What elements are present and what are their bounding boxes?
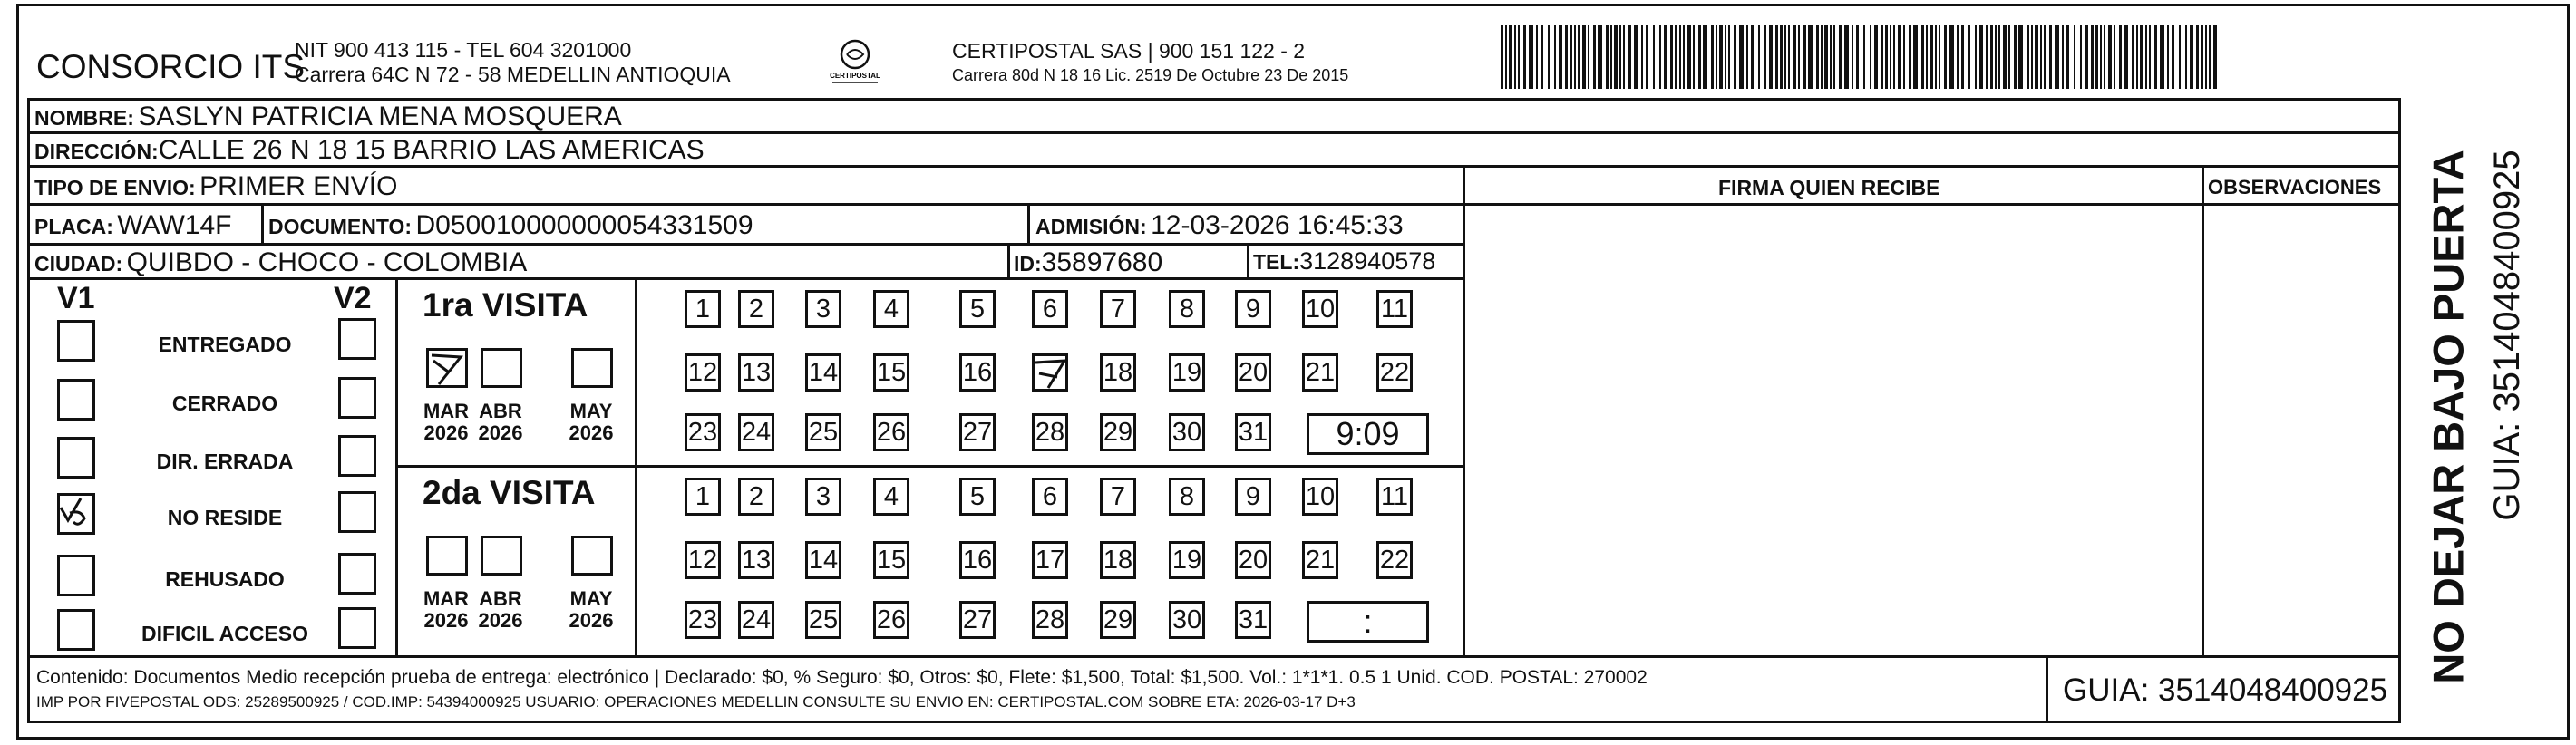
barcode-bar xyxy=(2055,25,2059,89)
barcode-bar xyxy=(1698,25,1701,89)
col-line-guia xyxy=(2046,655,2048,723)
v2-checkbox[interactable] xyxy=(338,553,376,595)
barcode-bar xyxy=(1998,25,2000,89)
barcode-bar xyxy=(1675,25,1677,89)
handwritten-strike-icon xyxy=(1032,353,1068,392)
barcode-bar xyxy=(1885,25,1888,89)
barcode-bar xyxy=(1751,25,1754,89)
tipo-value: PRIMER ENVÍO xyxy=(199,171,398,201)
barcode-bar xyxy=(1926,25,1928,89)
v2-checkbox[interactable] xyxy=(338,377,376,419)
barcode-bar xyxy=(1541,25,1543,89)
day-box[interactable] xyxy=(1032,353,1068,392)
nombre-value: SASLYN PATRICIA MENA MOSQUERA xyxy=(138,102,622,131)
barcode-bar xyxy=(1646,25,1648,89)
barcode-bar xyxy=(2140,25,2143,89)
barcode-bar xyxy=(1670,25,1673,89)
month-checkbox[interactable] xyxy=(481,536,522,576)
day-box[interactable]: 23 xyxy=(685,413,721,451)
tel-value: 3128940578 xyxy=(1299,247,1436,275)
barcode-bar xyxy=(1598,25,1602,89)
certipostal-logo xyxy=(827,36,883,91)
day-box[interactable]: 22 xyxy=(1376,541,1413,579)
day-box[interactable]: 1 xyxy=(685,290,721,328)
barcode-bar xyxy=(1623,25,1625,89)
barcode-bar xyxy=(1570,25,1572,89)
direccion-label: DIRECCIÓN: xyxy=(34,140,159,163)
id-row xyxy=(1014,249,1162,276)
handwritten-mark-icon xyxy=(426,348,468,388)
day-box[interactable]: 15 xyxy=(873,541,909,579)
barcode-bar xyxy=(2003,25,2007,89)
barcode-bar xyxy=(1821,25,1823,89)
barcode-bar xyxy=(2031,25,2033,89)
nombre-label: NOMBRE: xyxy=(34,106,134,130)
no-dejar-bajo-puerta: NO DEJAR BAJO PUERTA xyxy=(2424,150,2473,684)
barcode-bar xyxy=(2018,25,2023,89)
barcode-bar xyxy=(2035,25,2038,89)
day-box[interactable]: 15 xyxy=(873,353,909,392)
status-option-label: ENTREGADO xyxy=(158,333,292,356)
month-checkbox[interactable] xyxy=(426,536,468,576)
ciudad-value: QUIBDO - CHOCO - COLOMBIA xyxy=(126,247,528,277)
v1-label: V1 xyxy=(57,281,95,315)
day-box[interactable]: 18 xyxy=(1100,353,1136,392)
handwritten-check-icon xyxy=(57,493,95,535)
day-box[interactable]: 10 xyxy=(1302,290,1338,328)
barcode-bar xyxy=(1728,25,1730,89)
status-option-label: DIFICIL ACCESO xyxy=(141,622,308,645)
barcode-bar xyxy=(2027,25,2029,89)
certipostal-seal-icon xyxy=(827,36,883,91)
barcode-bar xyxy=(1961,25,1964,89)
visit-split-line xyxy=(395,465,1465,468)
barcode-bar xyxy=(2205,25,2207,89)
barcode-bar xyxy=(1986,25,1988,89)
barcode-bar xyxy=(2100,25,2102,89)
admision-value: 12-03-2026 16:45:33 xyxy=(1151,210,1404,240)
barcode-bar xyxy=(2091,25,2094,89)
day-box[interactable]: 22 xyxy=(1376,353,1413,392)
tel-row xyxy=(1253,249,1435,274)
barcode-bar xyxy=(1683,25,1685,89)
barcode-bar xyxy=(1693,25,1695,89)
barcode-bar xyxy=(1529,25,1533,89)
barcode-bar xyxy=(1808,25,1813,89)
month-label: MAY 2026 xyxy=(569,400,614,445)
barcode-bar xyxy=(1903,25,1905,89)
day-box[interactable]: 31 xyxy=(1235,601,1271,639)
placa-value: WAW14F xyxy=(117,210,232,240)
barcode-bar xyxy=(1653,25,1655,89)
barcode-bar xyxy=(1816,25,1819,89)
day-box[interactable]: 29 xyxy=(1100,601,1136,639)
tipo-label: TIPO DE ENVIO: xyxy=(34,176,196,199)
barcode-bar xyxy=(1523,25,1526,89)
barcode-bar xyxy=(1588,25,1589,89)
barcode-bar xyxy=(2062,25,2064,89)
barcode-bar xyxy=(2172,25,2174,89)
barcode-bar xyxy=(1619,25,1621,89)
barcode-bar xyxy=(1833,25,1835,89)
barcode-bar xyxy=(1870,25,1871,89)
barcode-bar xyxy=(2190,25,2193,89)
day-box[interactable]: 26 xyxy=(873,601,909,639)
month-label: ABR 2026 xyxy=(478,400,523,445)
day-box[interactable]: 24 xyxy=(738,413,774,451)
barcode-bar xyxy=(2167,25,2169,89)
barcode-bar xyxy=(1990,25,1993,89)
row-line-2 xyxy=(27,165,2401,168)
barcode-bar xyxy=(2136,25,2138,89)
col-line-admision xyxy=(1027,203,1030,243)
barcode-bar xyxy=(2209,25,2211,89)
barcode-bar xyxy=(1780,25,1783,89)
barcode-bar xyxy=(1725,25,1726,89)
barcode-bar xyxy=(2066,25,2069,89)
barcode-bar xyxy=(1769,25,1773,89)
tel-label: TEL: xyxy=(1253,250,1300,274)
barcode-bar xyxy=(2154,25,2157,89)
barcode-bar xyxy=(1578,25,1580,89)
day-box[interactable]: 20 xyxy=(1235,353,1271,392)
v1-checkbox[interactable] xyxy=(57,609,95,651)
status-option-label: REHUSADO xyxy=(165,567,285,591)
day-box[interactable]: 4 xyxy=(873,290,909,328)
barcode-bar xyxy=(2104,25,2105,89)
day-box[interactable]: 25 xyxy=(805,601,841,639)
firma-header: FIRMA QUIEN RECIBE xyxy=(1718,176,1940,199)
barcode-bar xyxy=(1746,25,1748,89)
barcode-bar xyxy=(1606,25,1609,89)
day-box[interactable]: 6 xyxy=(1032,290,1068,328)
barcode-bar xyxy=(1856,25,1859,89)
day-box[interactable]: 1 xyxy=(685,478,721,516)
barcode-bar xyxy=(1501,25,1503,89)
obs-header-line xyxy=(1463,203,2401,206)
barcode-bar xyxy=(1968,25,1970,89)
status-option-label: DIR. ERRADA xyxy=(156,450,294,473)
barcode-bar xyxy=(1574,25,1576,89)
barcode-bar xyxy=(1803,25,1806,89)
day-box[interactable]: 4 xyxy=(873,478,909,516)
day-box[interactable]: 9 xyxy=(1235,290,1271,328)
barcode-bar xyxy=(2108,25,2112,89)
barcode-bar xyxy=(2080,25,2082,89)
day-box[interactable]: 17 xyxy=(1032,541,1068,579)
documento-value: D050010000000054331509 xyxy=(415,210,753,240)
barcode-bar xyxy=(2008,25,2010,89)
footer-contenido: Contenido: Documentos Medio recepción prueba de entrega: electrónico | Declarado: $0, % Seguro: $0, Otros: $0, Flete: $1,500, Total: $1,500. Vol.: 1*1*1. 0.5 1 Unid. COD. POSTAL: 270002 xyxy=(36,667,1648,688)
ciudad-label: CIUDAD: xyxy=(34,252,123,276)
footer-impresion: IMP POR FIVEPOSTAL ODS: 25289500925 / COD.IMP: 54394000925 USUARIO: OPERACIONES MEDELLIN CONSULTE SU ENVIO EN: CERTIPOSTAL.COM SOBRE ETA: 2026-03-17 D+3 xyxy=(36,693,1356,711)
day-box[interactable]: 11 xyxy=(1376,290,1413,328)
documento-row xyxy=(268,212,753,239)
day-box[interactable]: 19 xyxy=(1169,353,1205,392)
day-box[interactable]: 14 xyxy=(805,353,841,392)
documento-label: DOCUMENTO: xyxy=(268,215,413,238)
col-line-id xyxy=(1007,243,1010,277)
day-box[interactable]: 18 xyxy=(1100,541,1136,579)
barcode-bar xyxy=(2179,25,2181,89)
barcode-bar xyxy=(1703,25,1707,89)
day-box[interactable]: 21 xyxy=(1302,541,1338,579)
row-line-4 xyxy=(27,243,1465,246)
v1-checkbox[interactable] xyxy=(57,320,95,362)
placa-row xyxy=(34,212,231,239)
day-box[interactable]: 3 xyxy=(805,478,841,516)
barcode-bar xyxy=(1949,25,1954,89)
barcode-bar xyxy=(1957,25,1959,89)
day-box[interactable]: 9 xyxy=(1235,478,1271,516)
barcode-bar xyxy=(1659,25,1661,89)
day-box[interactable]: 28 xyxy=(1032,601,1068,639)
barcode-bar xyxy=(2213,25,2217,89)
barcode-bar xyxy=(1921,25,1924,89)
side-guia: GUIA: 3514048400925 xyxy=(2487,150,2527,521)
barcode-bar xyxy=(1798,25,1800,89)
time-box[interactable]: : xyxy=(1307,601,1429,643)
month-checkbox[interactable] xyxy=(571,536,613,576)
barcode-bar xyxy=(1930,25,1933,89)
visit-title: 1ra VISITA xyxy=(423,286,588,324)
barcode-bar xyxy=(2160,25,2164,89)
barcode-bar xyxy=(1711,25,1714,89)
day-box[interactable]: 7 xyxy=(1100,478,1136,516)
visit-title: 2da VISITA xyxy=(423,474,596,511)
barcode xyxy=(1501,25,2226,89)
month-checkbox[interactable] xyxy=(481,348,522,388)
day-box[interactable]: 5 xyxy=(959,290,996,328)
barcode-bar xyxy=(1788,25,1790,89)
tipo-row xyxy=(34,173,397,200)
day-box[interactable]: 14 xyxy=(805,541,841,579)
day-box[interactable]: 12 xyxy=(685,541,721,579)
v1-checkbox[interactable] xyxy=(57,437,95,479)
barcode-bar xyxy=(1863,25,1865,89)
company-name: CONSORCIO ITS xyxy=(36,48,306,85)
row-line-1 xyxy=(27,131,2401,134)
barcode-bar xyxy=(1979,25,1983,89)
month-label: MAR 2026 xyxy=(423,400,470,445)
day-box[interactable]: 2 xyxy=(738,290,774,328)
day-box[interactable]: 13 xyxy=(738,353,774,392)
month-checkbox[interactable] xyxy=(426,348,468,388)
observaciones-header: OBSERVACIONES xyxy=(2208,176,2382,198)
barcode-bar xyxy=(1548,25,1550,89)
v1-checkbox[interactable] xyxy=(57,379,95,421)
barcode-bar xyxy=(1830,25,1832,89)
barcode-bar xyxy=(2040,25,2042,89)
barcode-bar xyxy=(1634,25,1638,89)
barcode-bar xyxy=(1909,25,1911,89)
day-box[interactable]: 30 xyxy=(1169,601,1205,639)
nombre-row xyxy=(34,103,622,131)
company-address: Carrera 64C N 72 - 58 MEDELLIN ANTIOQUIA xyxy=(295,63,731,86)
barcode-bar xyxy=(1593,25,1596,89)
barcode-bar xyxy=(2074,25,2075,89)
barcode-bar xyxy=(1536,25,1538,89)
barcode-bar xyxy=(1734,25,1736,89)
barcode-bar xyxy=(1944,25,1947,89)
barcode-bar xyxy=(1852,25,1853,89)
barcode-bar xyxy=(1898,25,1901,89)
barcode-bar xyxy=(1764,25,1766,89)
status-option-label: CERRADO xyxy=(171,392,278,415)
id-value: 35897680 xyxy=(1041,247,1163,277)
day-box[interactable]: 16 xyxy=(959,353,996,392)
id-label: ID: xyxy=(1014,252,1042,276)
barcode-bar xyxy=(2049,25,2052,89)
day-box[interactable]: 26 xyxy=(873,413,909,451)
barcode-bar xyxy=(1874,25,1878,89)
status-option-label: NO RESIDE xyxy=(167,506,283,529)
barcode-bar xyxy=(2085,25,2088,89)
barcode-bar xyxy=(1664,25,1667,89)
direccion-value: CALLE 26 N 18 15 BARRIO LAS AMERICAS xyxy=(158,135,705,165)
barcode-bar xyxy=(2095,25,2098,89)
barcode-bar xyxy=(1719,25,1723,89)
day-box[interactable]: 30 xyxy=(1169,413,1205,451)
v1-checkbox[interactable] xyxy=(57,493,95,535)
v2-label: V2 xyxy=(334,281,372,315)
month-checkbox[interactable] xyxy=(571,348,613,388)
barcode-bar xyxy=(1628,25,1631,89)
day-box[interactable]: 3 xyxy=(805,290,841,328)
svg-text:CERTIPOSTAL: CERTIPOSTAL xyxy=(830,72,880,80)
col-line-firma xyxy=(1463,165,1465,655)
barcode-bar xyxy=(1881,25,1883,89)
barcode-bar xyxy=(1565,25,1568,89)
direccion-row xyxy=(34,137,705,164)
day-box[interactable]: 21 xyxy=(1302,353,1338,392)
admision-row xyxy=(1035,212,1404,239)
col-line-placa xyxy=(261,203,264,243)
barcode-bar xyxy=(2149,25,2151,89)
barcode-bar xyxy=(1824,25,1828,89)
barcode-bar xyxy=(2201,25,2203,89)
v2-checkbox[interactable] xyxy=(338,607,376,649)
certipostal-nit: CERTIPOSTAL SAS | 900 151 122 - 2 xyxy=(952,39,1306,63)
day-box[interactable]: 23 xyxy=(685,601,721,639)
barcode-bar xyxy=(1975,25,1977,89)
barcode-bar xyxy=(1913,25,1918,89)
barcode-bar xyxy=(2044,25,2046,89)
day-box[interactable]: 2 xyxy=(738,478,774,516)
v2-checkbox[interactable] xyxy=(338,491,376,533)
day-box[interactable]: 8 xyxy=(1169,478,1205,516)
day-box[interactable]: 13 xyxy=(738,541,774,579)
day-box[interactable]: 24 xyxy=(738,601,774,639)
footer-guia: GUIA: 3514048400925 xyxy=(2063,672,2388,708)
company-nit-tel: NIT 900 413 115 - TEL 604 3201000 xyxy=(295,38,632,62)
barcode-bar xyxy=(2119,25,2122,89)
row-line-5 xyxy=(27,277,1465,280)
barcode-bar xyxy=(1939,25,1940,89)
barcode-bar xyxy=(1758,25,1760,89)
ciudad-row xyxy=(34,249,527,276)
barcode-bar xyxy=(1509,25,1512,89)
day-box[interactable]: 6 xyxy=(1032,478,1068,516)
day-box[interactable]: 19 xyxy=(1169,541,1205,579)
barcode-bar xyxy=(1559,25,1562,89)
barcode-bar xyxy=(2014,25,2017,89)
day-box[interactable]: 10 xyxy=(1302,478,1338,516)
col-line-obs xyxy=(2202,165,2204,655)
day-box[interactable]: 12 xyxy=(685,353,721,392)
v2-checkbox[interactable] xyxy=(338,435,376,477)
day-box[interactable]: 11 xyxy=(1376,478,1413,516)
barcode-bar xyxy=(1610,25,1612,89)
barcode-bar xyxy=(1784,25,1786,89)
barcode-bar xyxy=(1514,25,1516,89)
barcode-bar xyxy=(1935,25,1937,89)
barcode-bar xyxy=(1775,25,1778,89)
barcode-bar xyxy=(1582,25,1586,89)
barcode-bar xyxy=(1554,25,1556,89)
day-box[interactable]: 8 xyxy=(1169,290,1205,328)
barcode-bar xyxy=(1793,25,1796,89)
barcode-bar xyxy=(1687,25,1691,89)
month-label: MAY 2026 xyxy=(569,587,614,633)
barcode-bar xyxy=(1614,25,1618,89)
v1-checkbox[interactable] xyxy=(57,555,95,596)
barcode-bar xyxy=(1893,25,1895,89)
barcode-bar xyxy=(1716,25,1717,89)
barcode-bar xyxy=(2124,25,2128,89)
time-box[interactable]: 9:09 xyxy=(1307,413,1429,455)
day-box[interactable]: 29 xyxy=(1100,413,1136,451)
barcode-bar xyxy=(2185,25,2187,89)
barcode-bar xyxy=(1505,25,1507,89)
day-box[interactable]: 25 xyxy=(805,413,841,451)
day-box[interactable]: 7 xyxy=(1100,290,1136,328)
barcode-bar xyxy=(1518,25,1520,89)
barcode-bar xyxy=(2196,25,2199,89)
certipostal-address: Carrera 80d N 18 16 Lic. 2519 De Octubre 23 De 2015 xyxy=(952,66,1349,84)
day-box[interactable]: 5 xyxy=(959,478,996,516)
barcode-bar xyxy=(1844,25,1849,89)
day-box[interactable]: 28 xyxy=(1032,413,1068,451)
barcode-bar xyxy=(2145,25,2147,89)
day-box[interactable]: 31 xyxy=(1235,413,1271,451)
col-line-tel xyxy=(1247,243,1249,277)
barcode-bar xyxy=(2132,25,2134,89)
day-box[interactable]: 20 xyxy=(1235,541,1271,579)
month-label: ABR 2026 xyxy=(478,587,523,633)
barcode-bar xyxy=(1839,25,1842,89)
barcode-bar xyxy=(1679,25,1681,89)
barcode-bar xyxy=(1995,25,1997,89)
day-box[interactable]: 27 xyxy=(959,413,996,451)
placa-label: PLACA: xyxy=(34,215,113,238)
day-box[interactable]: 16 xyxy=(959,541,996,579)
day-box[interactable]: 27 xyxy=(959,601,996,639)
barcode-bar xyxy=(1890,25,1891,89)
barcode-bar xyxy=(2114,25,2115,89)
barcode-bar xyxy=(1739,25,1744,89)
barcode-bar xyxy=(1641,25,1643,89)
month-label: MAR 2026 xyxy=(423,587,470,633)
admision-label: ADMISIÓN: xyxy=(1035,215,1147,238)
v2-checkbox[interactable] xyxy=(338,318,376,360)
